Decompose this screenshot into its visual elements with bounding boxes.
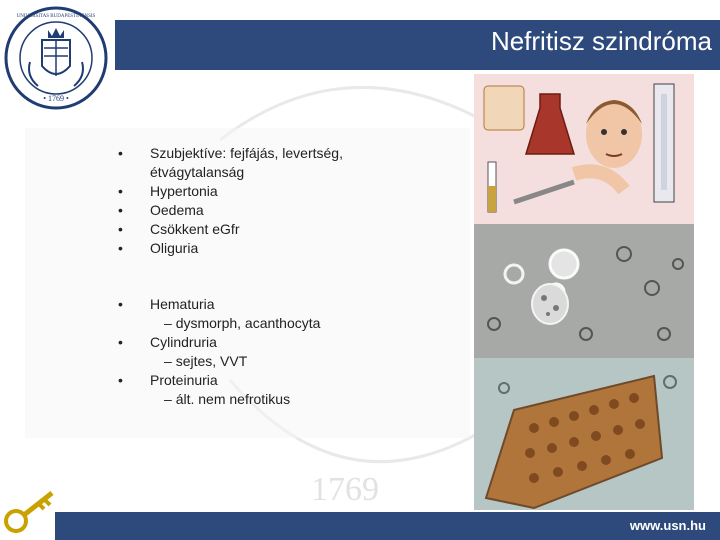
list-item: • Csökkent eGfr	[118, 221, 240, 237]
list-item: • Oliguria	[118, 240, 199, 256]
sub-list-item: – sejtes, VVT	[164, 353, 248, 369]
list-item: • Szubjektíve: fejfájás, levertség, étvágytalanság	[118, 145, 343, 180]
bullet-list	[110, 144, 410, 409]
list-item: • Hypertonia	[118, 183, 218, 199]
golden-key-icon	[0, 485, 60, 535]
microscopy-cast-icon	[474, 358, 694, 510]
svg-text:• 1769 •: • 1769 •	[43, 94, 69, 103]
list-item: • Proteinuria	[118, 372, 218, 388]
list-item: • Oedema	[118, 202, 204, 218]
footer-bar	[55, 512, 720, 540]
svg-text:UNIVERSITAS BUDAPESTINENSIS: UNIVERSITAS BUDAPESTINENSIS	[16, 14, 96, 19]
list-item: • Cylindruria	[118, 334, 217, 350]
footer-url[interactable]: www.usn.hu	[629, 518, 706, 533]
sub-list-item: – ált. nem nefrotikus	[164, 391, 291, 407]
svg-text:1769: 1769	[311, 471, 379, 508]
microscopy-cells-icon	[474, 224, 694, 358]
list-item: • Hematuria	[118, 296, 215, 312]
clinical-illustration-icon	[474, 74, 694, 224]
page-title: Nefritisz szindróma	[490, 26, 712, 56]
sub-list-item: – dysmorph, acanthocyta	[164, 315, 321, 331]
university-seal-logo	[4, 6, 108, 110]
